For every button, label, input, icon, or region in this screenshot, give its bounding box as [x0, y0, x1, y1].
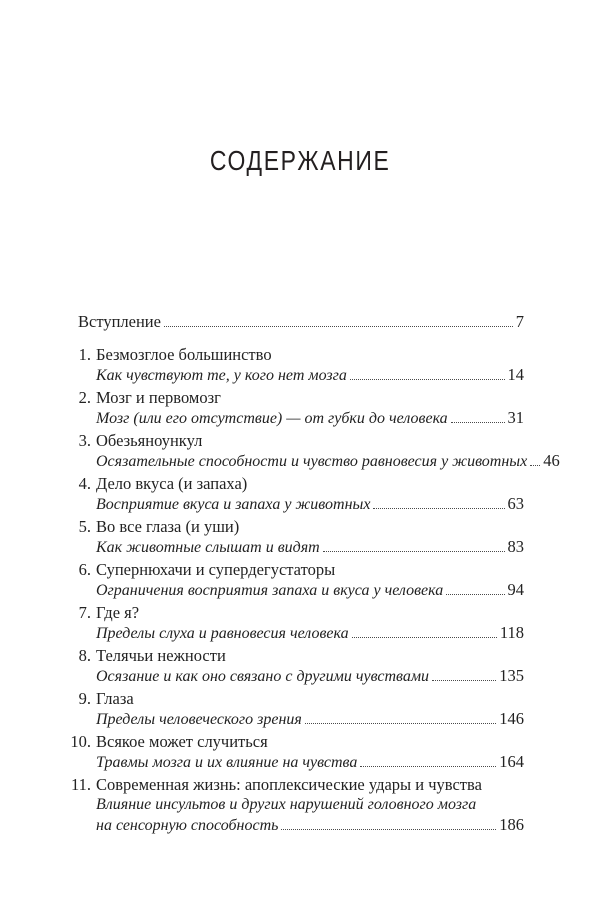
entry-subtitle: Травмы мозга и их влияние на чувства: [96, 754, 358, 771]
toc-entry: [70, 775, 524, 836]
dot-leader: [451, 421, 505, 423]
entry-title: Обезьяноункул: [96, 431, 203, 450]
entry-subtitle-row: [96, 752, 524, 773]
entry-subtitle-line2: на сенсорную способность: [96, 817, 279, 834]
toc-entry: [70, 431, 560, 472]
table-of-contents: [70, 312, 560, 836]
entry-number: 11.: [70, 775, 91, 794]
page-number: 118: [499, 623, 524, 642]
entry-subtitle: Пределы слуха и равновесия человека: [96, 625, 349, 642]
entry-subtitle: Как животные слышат и видят: [96, 539, 320, 556]
page-number: 164: [499, 752, 524, 771]
entry-title: Во все глаза (и уши): [96, 517, 240, 536]
page-number: 94: [507, 580, 524, 599]
entry-title: Супернюхачи и супердегустаторы: [96, 560, 336, 579]
toc-entry: [70, 560, 524, 601]
entry-number: 6.: [78, 560, 91, 579]
entry-subtitle: Пределы человеческого зрения: [96, 711, 302, 728]
toc-entry: [70, 345, 524, 386]
page-number: 14: [507, 365, 524, 384]
page-number: 146: [499, 709, 524, 728]
entry-title: Всякое может случиться: [96, 732, 268, 751]
dot-leader: [305, 722, 496, 724]
dot-leader: [352, 636, 497, 638]
entry-subtitle-row: [96, 623, 524, 644]
toc-entry: [70, 689, 524, 730]
dot-leader: [530, 464, 540, 466]
dot-leader: [432, 679, 496, 681]
dot-leader: [350, 378, 505, 380]
dot-leader: [323, 550, 505, 552]
toc-entry: [70, 646, 524, 687]
page-title-text: СОДЕРЖАНИЕ: [209, 145, 391, 176]
entry-title: Безмозглое большинство: [96, 345, 272, 364]
entry-subtitle: Мозг (или его отсутствие) — от губки до человека: [96, 410, 448, 427]
entry-number: 2.: [78, 388, 91, 407]
intro-label: Вступление: [78, 312, 161, 331]
entry-subtitle: Как чувствуют те, у кого нет мозга: [96, 367, 347, 384]
page-number: 46: [543, 451, 560, 470]
entry-title: Где я?: [96, 603, 140, 622]
toc-intro-row: [78, 312, 524, 332]
entry-subtitle-row: [96, 666, 524, 687]
entry-subtitle-row: [96, 537, 524, 558]
dot-leader: [164, 325, 513, 327]
toc-entry: [70, 388, 524, 429]
entry-number: 3.: [78, 431, 91, 450]
entry-title: Современная жизнь: апоплексические удары и чувства: [96, 775, 482, 794]
entry-number: 10.: [70, 732, 91, 751]
entry-subtitle-row: [96, 795, 524, 815]
page-number: 31: [507, 408, 524, 427]
entry-subtitle-line1: Влияние инсультов и других нарушений головного мозга: [96, 796, 477, 813]
entry-number: 1.: [78, 345, 91, 364]
entry-title: Телячьи нежности: [96, 646, 226, 665]
page-number: 7: [515, 312, 524, 331]
entry-title: Глаза: [96, 689, 134, 708]
entry-subtitle-row: [96, 580, 524, 601]
entry-number: 7.: [78, 603, 91, 622]
toc-entry: [70, 474, 524, 515]
page-number: 186: [499, 815, 524, 834]
entry-subtitle-row: [96, 451, 560, 472]
entry-number: 5.: [78, 517, 91, 536]
entry-number: 9.: [78, 689, 91, 708]
entry-subtitle-row: [96, 815, 524, 836]
entry-subtitle-row: [96, 709, 524, 730]
entry-subtitle: Осязательные способности и чувство равновесия у животных: [96, 453, 528, 470]
page-title: [0, 0, 600, 175]
entry-title: Мозг и первомозг: [96, 388, 221, 407]
entry-subtitle-row: [96, 408, 524, 429]
dot-leader: [360, 765, 496, 767]
toc-entry: [70, 517, 524, 558]
entry-number: 4.: [78, 474, 91, 493]
page-number: 135: [499, 666, 524, 685]
entry-subtitle: Восприятие вкуса и запаха у животных: [96, 496, 371, 513]
dot-leader: [446, 593, 504, 595]
toc-entry: [70, 732, 524, 773]
toc-entry: [70, 603, 524, 644]
entry-subtitle: Осязание и как оно связано с другими чувствами: [96, 668, 430, 685]
page-number: 63: [507, 494, 524, 513]
entry-subtitle-row: [96, 365, 524, 386]
dot-leader: [281, 828, 496, 830]
dot-leader: [373, 507, 504, 509]
entry-subtitle: Ограничения восприятия запаха и вкуса у человека: [96, 582, 444, 599]
page-number: 83: [507, 537, 524, 556]
entry-subtitle-row: [96, 494, 524, 515]
entry-title: Дело вкуса (и запаха): [96, 474, 248, 493]
entry-number: 8.: [78, 646, 91, 665]
